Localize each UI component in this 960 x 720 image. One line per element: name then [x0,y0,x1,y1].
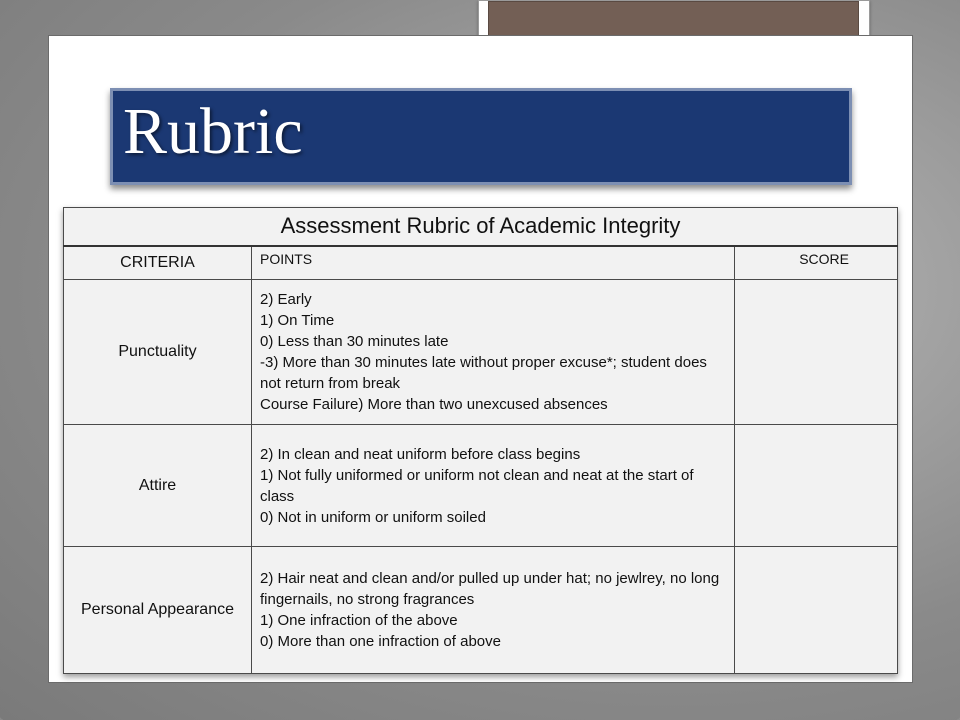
points-line: 0) More than one infraction of above [260,633,501,650]
points-line: Course Failure) More than two unexcused absences [260,396,608,413]
table-caption: Assessment Rubric of Academic Integrity [64,208,898,246]
points-cell [252,280,735,425]
header-criteria: CRITERIA [64,246,252,280]
table-row [64,280,898,425]
table-header-row [64,246,898,280]
score-cell[interactable] [735,425,898,547]
title-banner [110,88,852,185]
score-cell[interactable] [735,280,898,425]
slide-title: Rubric [123,95,303,168]
points-line: 1) Not fully uniformed or uniform not clean and neat at the start of class [260,466,694,505]
points-line: -3) More than 30 minutes late without proper excuse*; student does not return from break [260,354,707,392]
points-line: 2) Hair neat and clean and/or pulled up under hat; no jewlrey, no long fingernails, no strong fragrances [260,570,720,608]
points-line: 0) Not in uniform or uniform soiled [260,508,486,526]
points-cell [252,425,735,547]
table-row [64,425,898,547]
points-cell [252,547,735,674]
points-line: 0) Less than 30 minutes late [260,333,449,350]
table-caption-row [64,208,898,246]
score-cell[interactable] [735,547,898,674]
table-row [64,547,898,674]
rubric-table [63,207,898,674]
criteria-cell: Personal Appearance [64,547,252,674]
header-points: POINTS [252,246,735,280]
points-line: 1) On Time [260,312,335,329]
points-line: 2) In clean and neat uniform before class begins [260,445,581,463]
points-line: 1) One infraction of the above [260,612,458,629]
points-line: 2) Early [260,291,312,308]
header-score: SCORE [735,246,898,280]
criteria-cell: Punctuality [64,280,252,425]
criteria-cell: Attire [64,425,252,547]
